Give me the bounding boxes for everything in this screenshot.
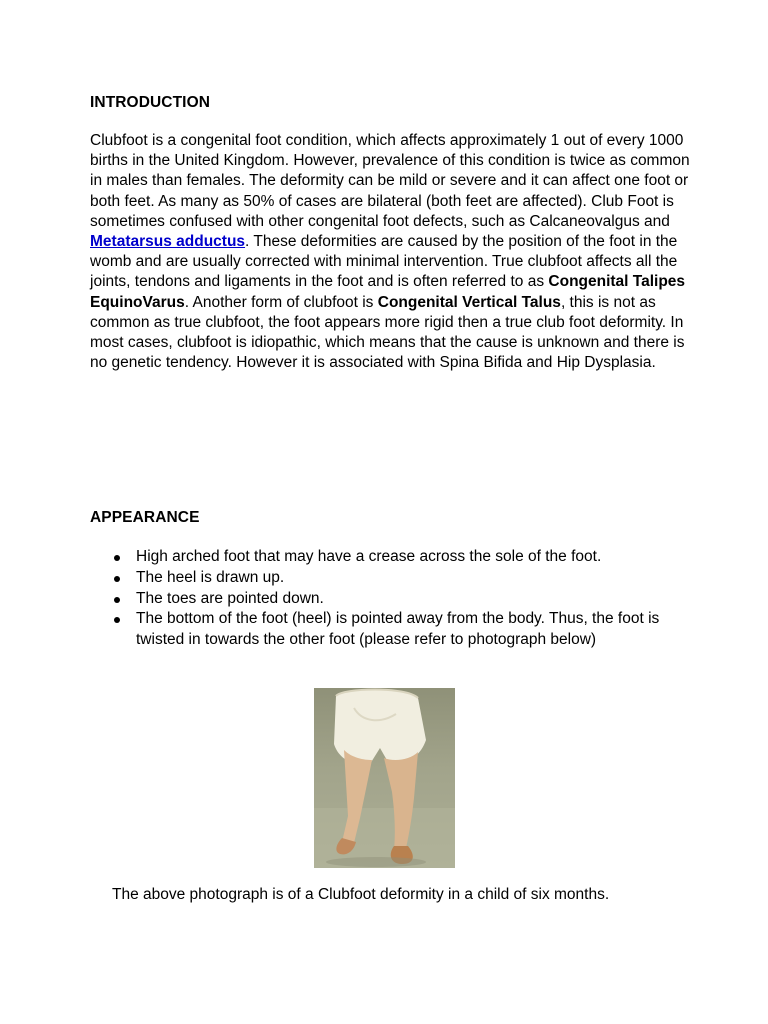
term-congenital-talipes-equinovarus: Congenital Talipes EquinoVarus bbox=[90, 273, 686, 311]
clubfoot-photo-illustration bbox=[314, 688, 455, 868]
list-item bbox=[90, 568, 690, 589]
term-congenital-vertical-talus: Congenital Vertical Talus bbox=[377, 293, 561, 311]
appearance-heading: APPEARANCE bbox=[90, 509, 200, 526]
list-item-text: The heel is drawn up. bbox=[136, 568, 285, 586]
bullet-icon bbox=[114, 597, 120, 603]
metatarsus-adductus-link[interactable]: Metatarsus adductus bbox=[90, 233, 246, 251]
bullet-icon bbox=[114, 555, 120, 561]
intro-text-2: . These deformities are caused by the position of the foot in the womb and are usually corrected with minimal intervention. True clubfoot affects all the joints, tendons and ligaments in the foot and is often referred to as bbox=[90, 233, 678, 291]
introduction-heading: INTRODUCTION bbox=[90, 94, 211, 111]
list-item bbox=[90, 589, 690, 610]
appearance-list bbox=[90, 547, 690, 651]
list-item-text: The toes are pointed down. bbox=[136, 589, 324, 607]
introduction-paragraph bbox=[90, 131, 690, 373]
list-item-text: High arched foot that may have a crease across the sole of the foot. bbox=[136, 548, 602, 565]
bullet-icon bbox=[114, 576, 120, 582]
intro-text-1: Clubfoot is a congenital foot condition, which affects approximately 1 out of every 1000 births in the United Kingdom. However, prevalence of this condition is twice as common in males than females. The deformity can be mild or severe and it can affect one foot or both feet. As many as 50% of cases are bilateral (both feet are affected). Club Foot is sometimes confused with other congenital foot defects, such as Calcaneovalgus and bbox=[90, 132, 690, 230]
list-item-text: The bottom of the foot (heel) is pointed away from the body. Thus, the foot is twisted in towards the other foot (please refer to photograph below) bbox=[136, 610, 660, 649]
photo-caption: The above photograph is of a Clubfoot deformity in a child of six months. bbox=[112, 886, 610, 903]
list-item bbox=[90, 547, 690, 568]
intro-text-3: . Another form of clubfoot is bbox=[184, 293, 378, 311]
intro-text-4: , this is not as common as true clubfoot, the foot appears more rigid then a true club foot deformity. In most cases, clubfoot is idiopathic, which means that the cause is unknown and there is no genetic tendency. However it is associated with Spina Bifida and Hip Dysplasia. bbox=[90, 293, 685, 372]
clubfoot-photograph bbox=[314, 688, 455, 868]
list-item bbox=[90, 609, 690, 651]
bullet-icon bbox=[114, 617, 120, 623]
